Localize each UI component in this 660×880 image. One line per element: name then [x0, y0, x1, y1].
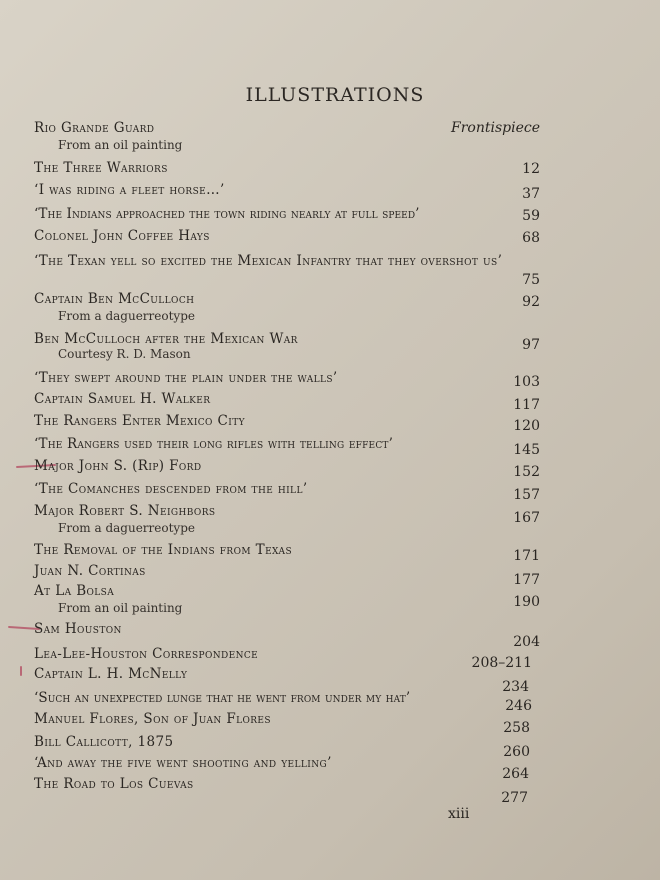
illustration-page: 157 — [513, 487, 540, 503]
illustration-title: Lea-Lee-Houston Correspondence — [34, 646, 259, 662]
illustration-page: 167 — [513, 510, 540, 526]
illustration-credit: From an oil painting — [58, 601, 183, 615]
illustration-page: 59 — [522, 208, 540, 224]
illustration-title: ‘The Rangers used their long rifles with telling effect’ — [34, 436, 394, 452]
page-number: xiii — [448, 806, 470, 822]
illustration-page: 246 — [505, 698, 532, 714]
illustration-page: Frontispiece — [451, 120, 540, 136]
illustration-title: ‘They swept around the plain under the walls’ — [34, 370, 338, 386]
page-title: ILLUSTRATIONS — [245, 84, 425, 106]
illustration-title: Major John S. (Rip) Ford — [34, 458, 202, 474]
illustration-title: Juan N. Cortinas — [34, 563, 146, 579]
illustration-title: Sam Houston — [34, 621, 122, 637]
illustration-title: Major Robert S. Neighbors — [34, 503, 216, 519]
illustration-credit: Courtesy R. D. Mason — [58, 347, 191, 361]
illustration-page: 103 — [513, 374, 540, 390]
illustration-credit: From a daguerreotype — [58, 521, 195, 535]
illustration-credit: From an oil painting — [58, 138, 183, 152]
illustration-title: ‘And away the five went shooting and yelling’ — [34, 755, 332, 771]
illustration-page: 97 — [522, 337, 540, 353]
illustration-page: 117 — [513, 397, 540, 413]
illustration-title: At La Bolsa — [34, 583, 115, 599]
illustration-page: 277 — [501, 790, 528, 806]
illustration-page: 208–211 — [471, 655, 532, 671]
illustration-page: 12 — [522, 161, 540, 177]
illustration-title: Bill Callicott, 1875 — [34, 734, 174, 750]
illustration-title: Rio Grande Guard — [34, 120, 155, 136]
illustration-title: The Three Warriors — [34, 160, 168, 176]
illustration-title: Manuel Flores, Son of Juan Flores — [34, 711, 271, 727]
illustration-page: 177 — [513, 572, 540, 588]
illustration-page: 190 — [513, 594, 540, 610]
illustration-title: ‘The Indians approached the town riding nearly at full speed’ — [34, 206, 420, 222]
illustration-page: 120 — [513, 418, 540, 434]
illustration-page: 204 — [513, 634, 540, 650]
illustration-title: ‘The Texan yell so excited the Mexican Infantry that they overshot us’ — [34, 253, 503, 269]
illustration-page: 234 — [502, 679, 529, 695]
illustration-page: 75 — [522, 272, 540, 288]
illustration-credit: From a daguerreotype — [58, 309, 195, 323]
illustration-title: Captain Samuel H. Walker — [34, 391, 211, 407]
illustration-title: The Rangers Enter Mexico City — [34, 413, 245, 429]
illustration-page: 152 — [513, 464, 540, 480]
illustration-title: ‘The Comanches descended from the hill’ — [34, 481, 308, 497]
illustration-title: Ben McCulloch after the Mexican War — [34, 331, 298, 347]
illustration-page: 37 — [522, 186, 540, 202]
illustration-page: 258 — [503, 720, 530, 736]
illustration-title: Captain L. H. McNelly — [34, 666, 188, 682]
illustration-page: 171 — [513, 548, 540, 564]
illustration-title: ‘Such an unexpected lunge that he went from under my hat’ — [34, 690, 411, 706]
illustration-title: Colonel John Coffee Hays — [34, 228, 210, 244]
illustration-page: 260 — [503, 744, 530, 760]
illustration-title: ‘I was riding a fleet horse…’ — [34, 182, 225, 198]
illustration-title: Captain Ben McCulloch — [34, 291, 195, 307]
illustration-page: 145 — [513, 442, 540, 458]
illustration-page: 92 — [522, 294, 540, 310]
illustration-title: The Removal of the Indians from Texas — [34, 542, 293, 558]
illustration-title: The Road to Los Cuevas — [34, 776, 194, 792]
illustration-page: 68 — [522, 230, 540, 246]
pen-mark — [20, 666, 22, 676]
illustration-page: 264 — [502, 766, 529, 782]
